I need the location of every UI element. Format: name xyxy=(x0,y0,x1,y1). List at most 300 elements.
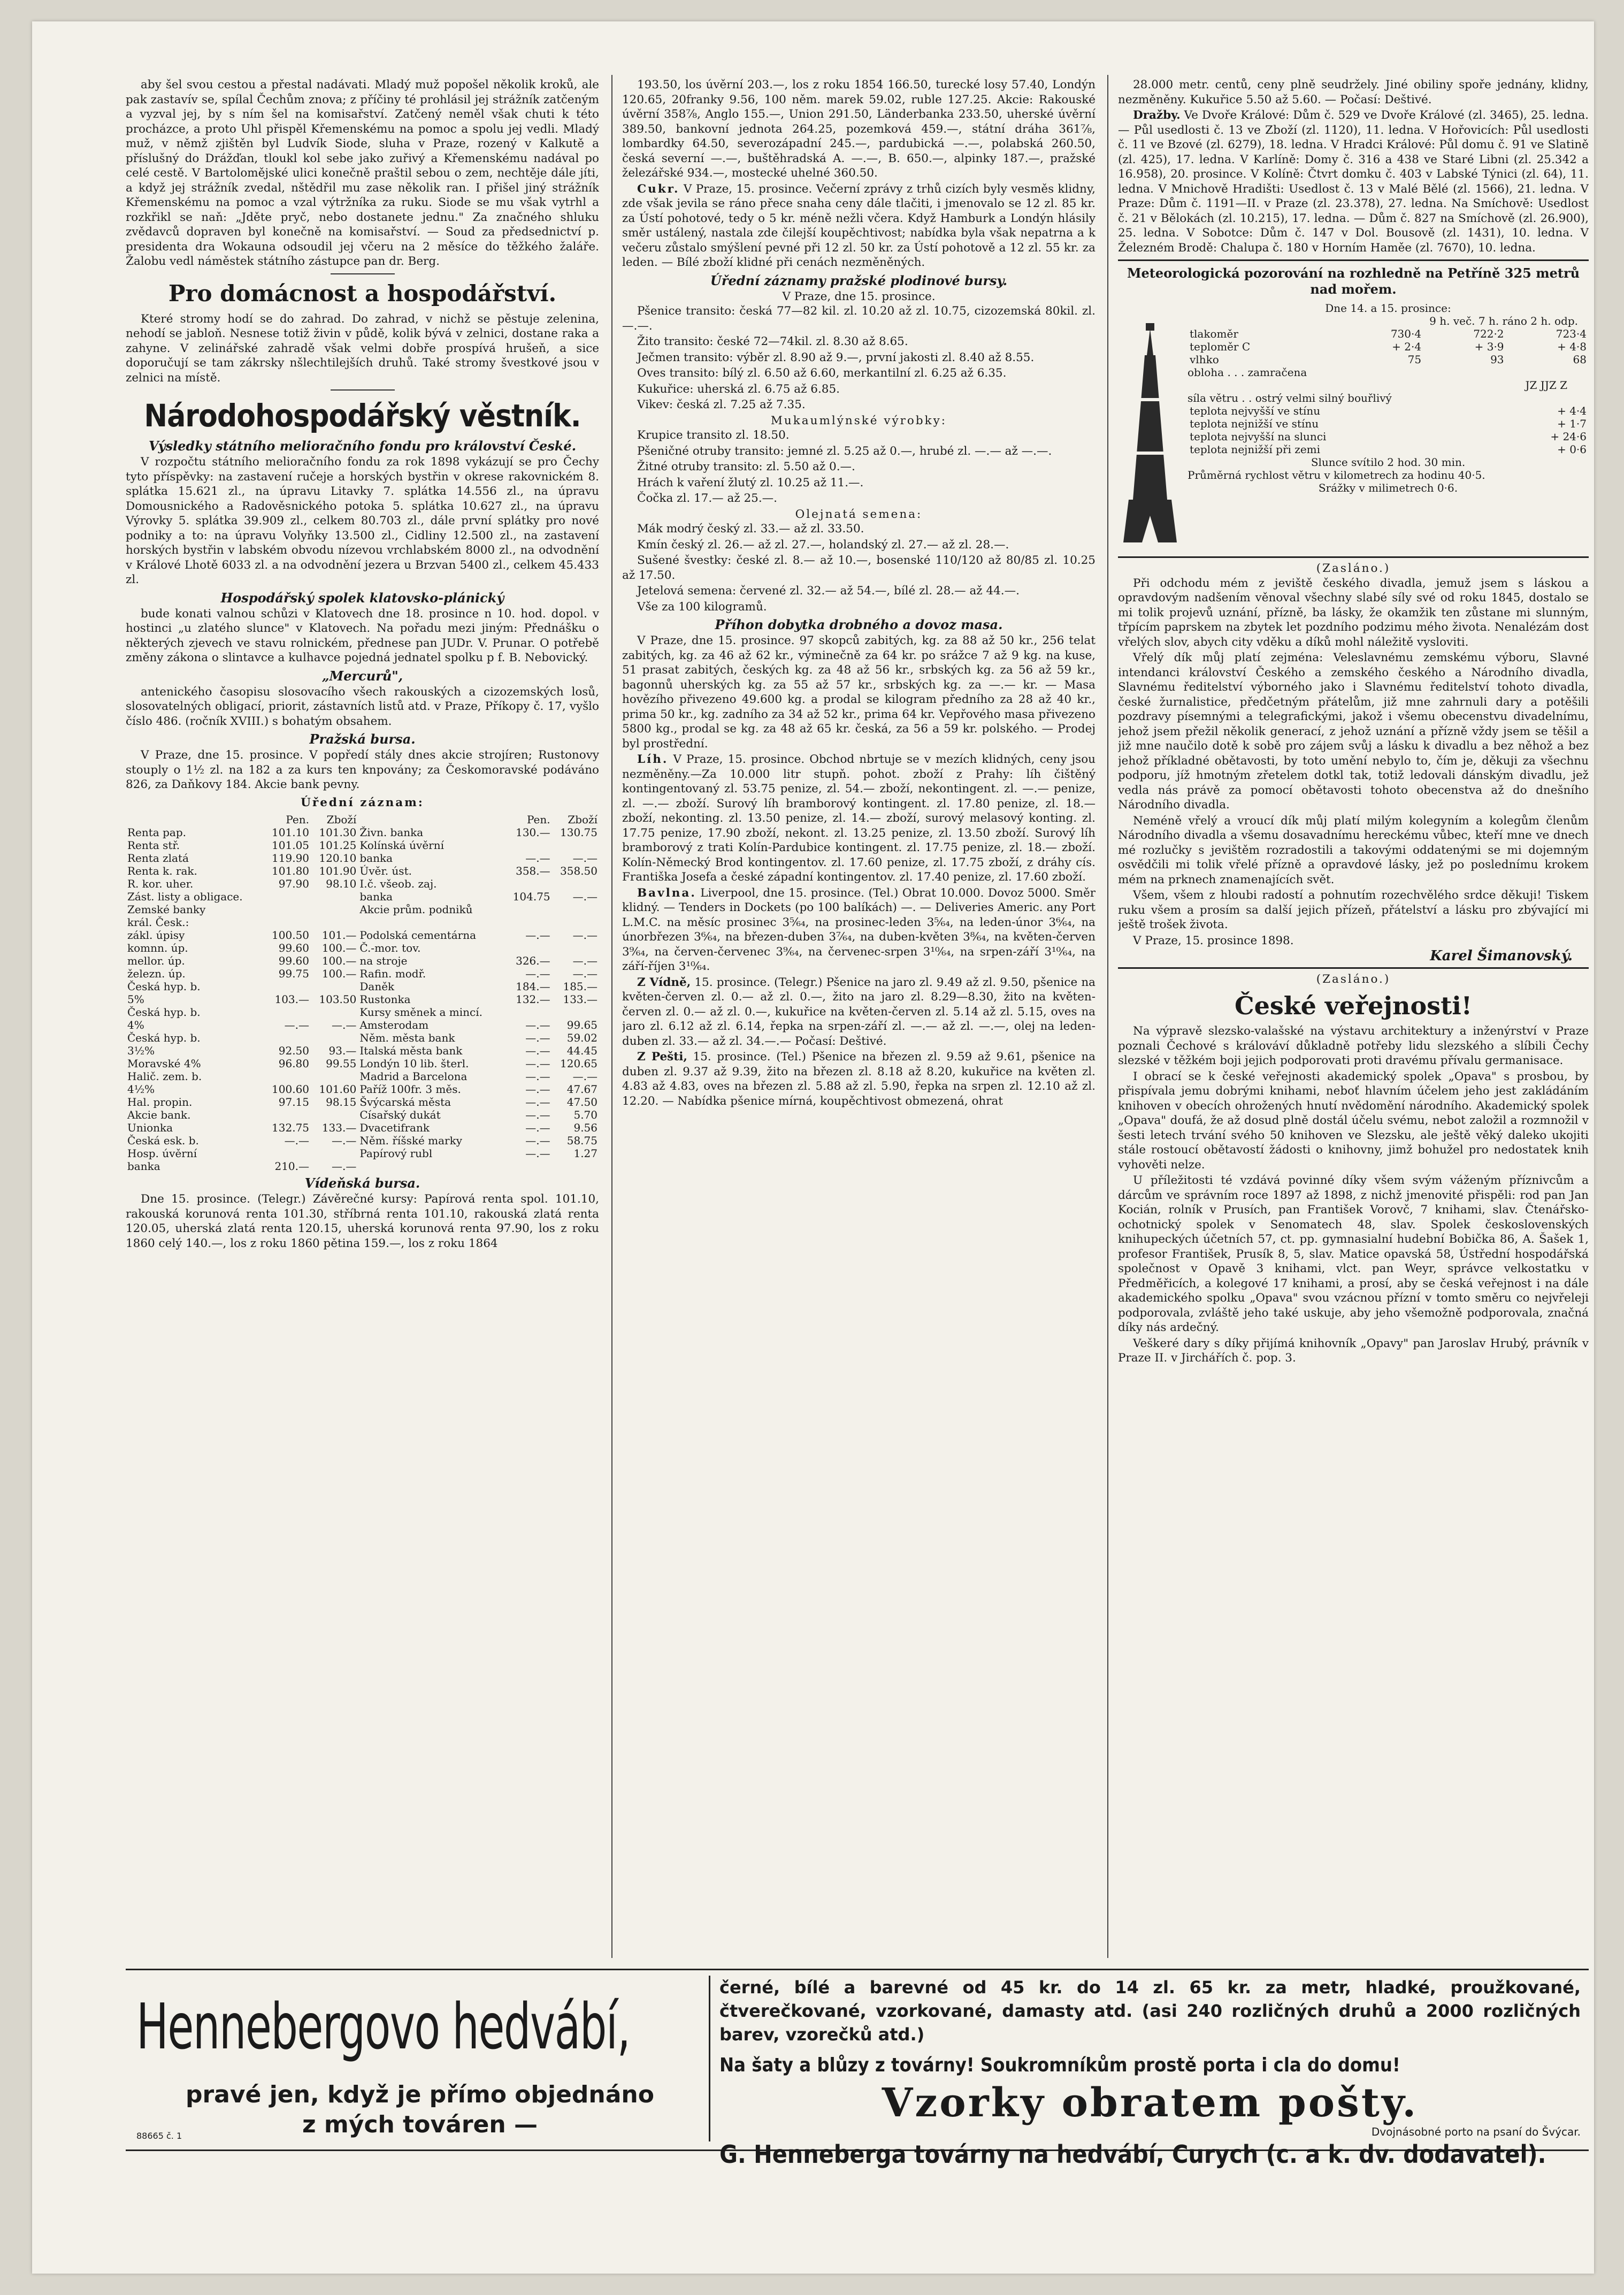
table-cell: 101.80 xyxy=(272,865,310,877)
table-cell: —.— xyxy=(572,890,597,903)
article-heading: Vídeňská bursa. xyxy=(304,1175,420,1191)
meteo-row xyxy=(1188,327,1589,340)
market-line: Žitné otruby transito: zl. 5.50 až 0.—. xyxy=(637,460,855,473)
table-cell: —.— xyxy=(525,1057,550,1070)
table-cell: Česká hyp. b. xyxy=(127,1031,201,1044)
table-cell: —.— xyxy=(572,1070,597,1083)
table-cell: 100.60 xyxy=(272,1083,310,1096)
table-cell: Švýcarská města xyxy=(359,1096,451,1108)
meteo-temp-row xyxy=(1188,430,1589,443)
market-line: Mák modrý český zl. 33.— až zl. 33.50. xyxy=(637,522,864,536)
petrin-tower-icon xyxy=(1118,323,1182,548)
table-cell: —.— xyxy=(525,1044,550,1057)
table-cell xyxy=(504,1006,551,1019)
table-cell xyxy=(311,980,358,993)
table-cell: 358.— xyxy=(516,865,550,877)
table-cell: Zemské banky xyxy=(127,903,206,916)
table-cell: —.— xyxy=(525,1121,550,1134)
table-cell: Něm. města bank xyxy=(359,1031,455,1044)
table-cell xyxy=(311,1147,358,1160)
table-cell: mellor. úp. xyxy=(127,954,185,967)
signature-place: V Praze, 15. prosince 1898. xyxy=(1133,934,1294,947)
table-cell: Zást. listy a obligace. xyxy=(127,890,243,903)
table-row xyxy=(126,1031,599,1044)
meteo-temp-row xyxy=(1188,443,1589,456)
table-cell: 93.— xyxy=(328,1044,357,1057)
table-header-row xyxy=(126,813,599,826)
table-cell: 99.60 xyxy=(278,942,310,954)
table-cell xyxy=(264,1108,311,1121)
table-cell xyxy=(311,890,358,903)
table-cell: Daněk xyxy=(359,980,395,993)
table-cell: 100.— xyxy=(321,954,357,967)
ad-postage-text: Dvojnásobné porto na psaní do Švýcar. xyxy=(1371,2125,1581,2138)
article-heading: Výsledky státního melioračního fondu pro království České. xyxy=(148,438,577,454)
table-cell xyxy=(264,1006,311,1019)
meteo-wind-strength: síla větru . . ostrý velmi silný bouřlivý xyxy=(1188,392,1392,404)
table-cell: Česká hyp. b. xyxy=(127,980,201,993)
table-cell: —.— xyxy=(525,1070,550,1083)
market-line: Sušené švestky: české zl. 8.— až 10.—, bosenské 110/120 až 80/85 zl. 10.25 až 17.50. xyxy=(622,554,1096,582)
table-row xyxy=(126,1057,599,1070)
separator xyxy=(331,389,395,391)
table-cell: —.— xyxy=(572,954,597,967)
column-divider xyxy=(1107,75,1108,1958)
ad-subtitle-line: z mých továren — xyxy=(302,2111,538,2138)
table-cell: 130.— xyxy=(516,826,550,839)
table-cell: —.— xyxy=(572,852,597,865)
meteo-wind-speed: Průměrná rychlost větru v kilometrech za hodinu 40·5. xyxy=(1188,469,1485,481)
table-cell xyxy=(358,1160,504,1173)
table-cell xyxy=(311,903,358,916)
table-row xyxy=(126,1147,599,1160)
table-cell: 103.50 xyxy=(319,993,357,1006)
table-cell: 185.— xyxy=(563,980,597,993)
zaslano-label: (Zasláno.) xyxy=(1316,972,1391,986)
meteo-cell: 68 xyxy=(1573,353,1587,366)
table-cell: —.— xyxy=(332,1160,357,1173)
table-cell: Živn. banka xyxy=(359,826,424,839)
table-cell xyxy=(311,1006,358,1019)
table-cell: Dvacetifrank xyxy=(359,1121,430,1134)
table-cell: Renta k. rak. xyxy=(127,865,197,877)
table-cell: banka xyxy=(127,1160,160,1173)
meteo-temp-row xyxy=(1188,417,1589,430)
article-heading: Dražby. xyxy=(1133,109,1181,122)
table-row xyxy=(126,916,599,929)
meteo-date: Dne 14. a 15. prosince: xyxy=(1325,302,1451,315)
table-cell: zákl. úpisy xyxy=(127,929,185,942)
separator xyxy=(331,273,395,274)
table-cell: 210.— xyxy=(274,1160,310,1173)
rates-header: Úřední záznam: xyxy=(301,795,424,809)
ad-details xyxy=(719,1976,1581,2170)
table-cell: 58.75 xyxy=(566,1134,597,1147)
subheading: Mukaumlýnské výrobky: xyxy=(770,414,947,427)
table-cell: Halič. zem. b. xyxy=(127,1070,202,1083)
article-text: V Praze, 15. prosince. Obchod nbrtuje se v mezích klidných, ceny jsou nezměněny.—Za 10.000 litr stupň. pohot. zboží z Prahy: líh čištěný kontingentovaný zl. 53.75 penize, zl. 54.— zboží, nekontingent. zl. —.— penize, zl. —.— zboží. Surový líh bramborový kontingent. zl. 17.80 penize, zl. 18.— zboží, nekonting. zl. 13.50 penize, zl. 14.— zboží, surový melasový konting. zl. 17.75 penize, 17.90 zboží, nekont. zl. 13.25 penize, zl. 13.50 zboží. Surový líh bramborový z trati Kolín-Pardubice kontingent. zl. 17.75 penize, zl. 18.— zboží. Kolín-Německý Brod kontingentov. zl. 17.60 penize, zl. 17.75 zboží, z dráhy cís. Františka Josefa a české západní kontingentov. zl. 17.40 penize, zl. 17.60 zboží. xyxy=(622,753,1096,884)
market-line: Pšeničné otruby transito: jemné zl. 5.25 až 0.—, hrubé zl. —.— až —.—. xyxy=(637,444,1052,458)
article-heading: Líh. xyxy=(637,753,669,766)
table-cell xyxy=(504,877,551,890)
table-cell: Česká hyp. b. xyxy=(127,1006,201,1019)
article-heading: Cukr. xyxy=(637,182,680,196)
meteo-cell: + 2·4 xyxy=(1392,340,1422,353)
table-header-cell: Pen. xyxy=(527,813,550,826)
table-cell: Renta zlatá xyxy=(127,852,189,865)
meteo-cell: + 24·6 xyxy=(1550,430,1587,443)
table-cell: 96.80 xyxy=(278,1057,310,1070)
meteo-cell: teplota nejnižší ve stínu xyxy=(1190,417,1319,430)
article-paragraph: Na výpravě slezsko-valašské na výstavu architektury a inženýrství v Praze poznali Čechové s králováví důkladně potřeby lidu slezského a slíbili Čechy slezské v těžkém boji jejich podporovati proti dravému přívalu germanisace. xyxy=(1118,1024,1589,1067)
article-paragraph: aby šel svou cestou a přestal nadávati. Mladý muž popošel několik kroků, ale pak zastavív se, spílal Čechům znova; z příčiny té prohlásil jej strážník zatčeným a vyzval jej, by s ním šel na komisařství. Zatčený neměl však chuti k této procházce, a proto Uhl přispěl Křemenskému na pomoc a spolu jej vedli. Mladý muž, v němž zjištěn byl Ludvík Siode, sluha v Praze, rozený v Kalkutě a příslušný do Drážďan, tloukl kol sebe jako zuřivý a Křemenskému nadával po celé cestě. V Bartolomějské ulici konečně praštil sebou o zem, nechtěje dále jíti, a když jej strážník zvedal, nštědřil mu zase několik ran. I přišel jiný strážník Křemenskému na pomoc a vzal výtržníka za ruku. Siode se mu však vytrhl a rozkřikl se naň: „Jděte pryč, nebo dostanete jednu." Za značného shluku zvědavců dopraven byl konečně na komisařství. — Soud za předsednictví p. presidenta dra Wokauna odsoudil jej včeru na 2 měsíce do těžkého žaláře. Žalobu vedl náměstek státního zástupce pan dr. Berg. xyxy=(126,78,599,268)
table-row xyxy=(126,942,599,954)
article-paragraph: bude konati valnou schůzi v Klatovech dne 18. prosince n 10. hod. dopol. v hostinci „u zlatého slunce" v Klatovech. Na pořadu mezi jiným: Přednášku o některých zjevech ve stavu rolnickém, přednese pan JUDr. V. Prunar. O potřebě změny zákona o slintavce a kulhavce pojedná jednatel spolku p f. B. Nebovický. xyxy=(126,607,599,664)
market-line: Krupice transito zl. 18.50. xyxy=(637,429,790,442)
table-cell: 100.— xyxy=(321,942,357,954)
column-1 xyxy=(126,78,599,1955)
article-heading: Příhon dobytka drobného a dovoz masa. xyxy=(715,617,1003,632)
exchange-rates-table xyxy=(126,813,599,1173)
table-cell: —.— xyxy=(525,1147,550,1160)
table-header-cell: Zboží xyxy=(326,813,357,826)
table-cell: —.— xyxy=(284,1019,310,1031)
meteo-times: 9 h. več. 7 h. ráno 2 h. odp. xyxy=(1429,315,1578,327)
table-cell: 120.10 xyxy=(319,852,357,865)
market-line: Žito transito: české 72—74kil. zl. 8.30 až 8.65. xyxy=(637,335,908,348)
table-cell: —.— xyxy=(572,929,597,942)
table-row xyxy=(126,980,599,993)
table-cell xyxy=(504,1160,551,1173)
table-row xyxy=(126,1160,599,1173)
meteo-table xyxy=(1188,302,1589,494)
table-cell: —.— xyxy=(525,1096,550,1108)
table-cell xyxy=(311,1070,358,1083)
meteo-row xyxy=(1188,340,1589,353)
table-cell: 100.50 xyxy=(272,929,310,942)
table-cell xyxy=(264,903,311,916)
table-cell: Papírový rubl xyxy=(359,1147,433,1160)
meteo-cell: 723·4 xyxy=(1556,327,1587,340)
ad-price-text: černé, bílé a barevné od 45 kr. do 14 zl. 65 kr. za metr, hladké, proužkované, čtverečkované, vzorkované, damasty atd. (asi 240 rozličných druhů a 2000 rozličných barev, vzorečků atd.) xyxy=(719,1977,1581,2045)
table-cell: Hal. propin. xyxy=(127,1096,193,1108)
meteo-cell: teplota nejvyšší na slunci xyxy=(1190,430,1327,443)
table-cell xyxy=(504,942,551,954)
article-heading: Hospodářský spolek klatovsko-plánický xyxy=(220,590,504,606)
article-paragraph: I obrací se k české veřejnosti akademický spolek „Opava" s prosbou, by přispívala jemu dobrými knihami, neboť hlavním účelem jeho jest zakládáním knihoven v obecích ohrožených hnutí nvědomění národního. Akademický spolek „Opava" doufá, že až dosud plně dostál účelu svému, nebot založil a rozmnožil v šesti letech trvání svého 50 knihoven ve Slezsku, ale ještě věký daleko ukojiti stále rostoucí obětavostí žádosti o knihovny, jimž bohužel pro nedostatek knih vyhověti nelze. xyxy=(1118,1069,1589,1172)
table-row xyxy=(126,1006,599,1019)
article-paragraph: Při odchodu mém z jeviště českého divadla, jemuž jsem s láskou a opravdovým nadšením věnoval všechny slabé síly své od roku 1845, dostalo se mi tolik projevů uznání, přízně, ba lásky, že okamžik ten zůstane mi slunným, třpícím paprskem na zbytek let pozdního podzimu mého života. Nenalézám dost vřelých slov, abych city vděku a díků mohl náležitě vysloviti. xyxy=(1118,576,1589,649)
column-3 xyxy=(1118,78,1589,1955)
meteo-cell: teplota nejvyšší ve stínu xyxy=(1190,404,1321,417)
table-cell xyxy=(552,903,599,916)
market-line: Pšenice transito: česká 77—82 kil. zl. 10.20 až zl. 10.75, cizozemská 80kil. zl. —.—. xyxy=(622,304,1096,333)
separator xyxy=(1118,967,1589,969)
article-paragraph: 28.000 metr. centů, ceny plně seudržely. Jiné obiliny spoře jednány, klidny, nezměněny. Kukuřice 5.50 až 5.60. — Počasí: Deštivé. xyxy=(1118,78,1589,106)
table-cell: Kursy směnek a mincí. xyxy=(359,1006,482,1019)
table-cell: 132.— xyxy=(516,993,550,1006)
meteo-cell: teplota nejnižší při zemi xyxy=(1190,443,1321,456)
table-cell: Hosp. úvěrní xyxy=(127,1147,197,1160)
signature-name: Karel Šimanovský. xyxy=(1430,948,1573,964)
table-cell xyxy=(311,916,358,929)
table-cell: —.— xyxy=(525,929,550,942)
table-cell: Akcie bank. xyxy=(127,1108,191,1121)
meteo-rain: Srážky v milimetrech 0·6. xyxy=(1318,481,1458,494)
table-cell: —.— xyxy=(525,967,550,980)
table-cell: 101.05 xyxy=(272,839,310,852)
separator xyxy=(1118,556,1589,558)
table-cell: 47.50 xyxy=(566,1096,597,1108)
dateline: V Praze, dne 15. prosince. xyxy=(782,289,936,303)
table-cell: 358.50 xyxy=(560,865,597,877)
meteo-cell: tlakoměr xyxy=(1190,327,1238,340)
table-cell: Podolská cementárna xyxy=(359,929,476,942)
table-row xyxy=(126,1108,599,1121)
table-cell: 1.27 xyxy=(573,1147,597,1160)
ad-delivery-text: Na šaty a blůzy z továrny! Soukromníkům prostě porta i cla do domu! xyxy=(719,2054,1400,2076)
table-cell xyxy=(311,1031,358,1044)
market-line: Oves transito: bílý zl. 6.50 až 6.60, merkantilní zl. 6.25 až 6.35. xyxy=(637,366,1007,380)
table-cell: Rafin. modř. xyxy=(359,967,426,980)
table-cell: 132.75 xyxy=(272,1121,310,1134)
meteo-sun: Slunce svítilo 2 hod. 30 min. xyxy=(1311,456,1466,469)
table-cell: Amsterodam xyxy=(359,1019,429,1031)
table-cell: Císařský dukát xyxy=(359,1108,441,1121)
ad-company-text: G. Henneberga továrny na hedvábí, Curych (c. a k. dv. dodavatel). xyxy=(719,2140,1546,2169)
table-cell: 92.50 xyxy=(278,1044,310,1057)
table-cell: banka xyxy=(359,852,393,865)
article-paragraph: Vřelý dík můj platí zejména: Veleslavnému zemskému výboru, Slavné intendanci království Českého a zemského českého a Národního divadla, Slavnému ředitelství výborného jako i Slavnému ředitelství tohoto divadla, české žurnalistice, předčetným přátelům, již mne zahrnuli dary a potěšili pozdravy písemnými a telegrafickými, jakož i všemu obecenstvu divadelnímu, jehož jsem přežil několik generací, z jehož uznání a přízně vždy jsem se těšil a již mne naučilo dotě k sobě pro zájem svůj a lásku k divadlu a bez něhož a bez jehož příkladné obětavosti, by toto umění nebylo to, čím je, děkuji za všechnu podporu, jíž hmotným zřetelem dotkl tak, totiž ledovali dánským divadlu, jež vedla nás právě za pomocí obětavosti tohoto obecenstva až do dnešního Národního divadla. xyxy=(1118,651,1589,812)
table-header-cell: Pen. xyxy=(286,813,310,826)
table-cell: 97.15 xyxy=(278,1096,310,1108)
meteo-block xyxy=(1118,302,1589,553)
article-paragraph: V rozpočtu státního melioračního fondu za rok 1898 vykázují se pro Čechy tyto příspěvky: na zastavení ručeje a horských bystřin v okrese rakovnickém 8. splátka 15.621 zl., na úpravu Litavky 7. splátka 14.556 zl., na úpravu Domousnického a Radověsnického potoka 5. splátka 10.627 zl., na úpravu Výrovky 5. splátka 39.909 zl., celkem 80.703 zl., dále první splátky pro nové podniky a to: na úpravu Volyňky 13.500 zl., Cidliny 12.500 zl., na zastavení horských bystřin v labském obvodu nízevou vrchlabském 8000 zl., na odvodnění v Králové Lhotě 6033 zl. a na odvodnění jezera u Brzvan 5400 zl., celkem 45.433 zl. xyxy=(126,455,599,586)
market-line: Jetelová semena: červené zl. 32.— až 54.—, bílé zl. 28.— až 44.—. xyxy=(637,584,1020,598)
table-cell: 133.— xyxy=(321,1121,357,1134)
table-cell: Úvěr. úst. xyxy=(359,865,412,877)
table-row xyxy=(126,839,599,852)
table-row xyxy=(126,877,599,890)
table-cell: 47.67 xyxy=(566,1083,597,1096)
table-row xyxy=(126,954,599,967)
article-paragraph: 193.50, los úvěrní 203.—, los z roku 1854 166.50, turecké losy 57.40, Londýn 120.65, 20franky 9.56, 100 něm. marek 59.02, ruble 127.25. Akcie: Rakouské úvěrní 358⅞, Anglo 155.—, Union 291.50, Länderbanka 233.50, uherské úvěrní 389.50, bankovní jednota 264.25, pozemková 459.—, státní dráha 361⅞, lombardky 64.50, severozápadní 245.—, pardubická —.—, polabská 260.50, česká severní —.—, buštěhradská A. —.—, B. 650.—, alpinky 187.—, pražské železářské 934.—, mostecké uhelné 360.50. xyxy=(622,78,1096,180)
meteo-row xyxy=(1188,353,1589,366)
table-cell: 44.45 xyxy=(566,1044,597,1057)
article-heading: Z Vídně, xyxy=(637,975,691,989)
table-cell: král. Česk.: xyxy=(127,916,189,929)
article-paragraph: Neméně vřelý a vroucí dík můj platí milým kolegyním a kolegům členům Národního divadla a všemu dosavadnímu hereckému vůbec, kteří mne ve dnech mé rozlučky s jevištěm rozradostili a takovými oddatenými se mi dojemným osvědčili mi tolik vřelé přízně a opravdové lásky, jež po poslednímu krokem mém na prknech znamenajících svět. xyxy=(1118,814,1589,886)
table-row xyxy=(126,967,599,980)
table-cell: —.— xyxy=(525,1083,550,1096)
table-header-cell xyxy=(358,813,504,826)
column-divider xyxy=(611,75,612,1958)
meteo-temp-row xyxy=(1188,404,1589,417)
table-cell xyxy=(504,839,551,852)
table-cell: 99.65 xyxy=(566,1019,597,1031)
meteo-cell: 730·4 xyxy=(1390,327,1422,340)
article-paragraph: Všem, všem z hloubi radostí a pohnutím rozechvělého srdce děkuji! Tiskem ruku všem a prosím sa další jejich přízeň, přátelství a lásku pro zbývající mi ještě trošek života. xyxy=(1118,889,1589,931)
table-cell xyxy=(552,1160,599,1173)
market-line: Vše za 100 kilogramů. xyxy=(637,600,767,614)
meteo-cell: + 3·9 xyxy=(1474,340,1504,353)
table-cell: —.— xyxy=(332,1134,357,1147)
newspaper-page xyxy=(32,21,1594,2274)
table-cell xyxy=(552,916,599,929)
table-row xyxy=(126,1044,599,1057)
table-cell: Rustonka xyxy=(359,993,411,1006)
table-cell xyxy=(264,916,311,929)
table-row xyxy=(126,1070,599,1083)
table-cell: 59.02 xyxy=(566,1031,597,1044)
table-row xyxy=(126,929,599,942)
table-cell xyxy=(552,942,599,954)
table-cell xyxy=(552,1006,599,1019)
article-text: 15. prosince. (Tel.) Pšenice na březen zl. 9.59 až 9.61, pšenice na duben zl. 9.37 až 9.39, žito na březen zl. 8.18 až 8.20, kukuřice na květen zl. 4.83 až 4.83, oves na březen zl. 5.88 až zl. 5.90, řepka na srpen zl. 12.10 až zl. 12.20. — Nabídka pšenice mírná, koupěchtivost obmezená, ohrat xyxy=(622,1050,1096,1108)
table-cell xyxy=(264,1031,311,1044)
table-cell xyxy=(552,839,599,852)
article-heading: „Mercurů", xyxy=(321,668,403,684)
table-cell: Londýn 10 lib. šterl. xyxy=(359,1057,469,1070)
meteo-cell: 722·2 xyxy=(1473,327,1504,340)
table-cell: —.— xyxy=(572,967,597,980)
table-cell: Renta pap. xyxy=(127,826,186,839)
table-cell: Unionka xyxy=(127,1121,173,1134)
table-cell: 103.— xyxy=(274,993,310,1006)
table-cell xyxy=(504,903,551,916)
table-cell: 101.10 xyxy=(272,826,310,839)
table-cell: 4½% xyxy=(127,1083,155,1096)
table-cell: —.— xyxy=(284,1134,310,1147)
ad-code: 88665 č. 1 xyxy=(136,2131,182,2141)
article-text: Liverpool, dne 15. prosince. (Tel.) Obrat 10.000. Dovoz 5000. Směr klidný. — Tenders in Dockets (po 100 balíkách) —. — Deliveries Americ. any Port L.M.C. na měsíc prosinec 3⁵⁄₆₄, na prosinec-leden 3⁵⁄₆₄, na leden-únor 3⁶⁄₆₄, na únorbřezen 3⁶⁄₆₄, na březen-duben 3⁷⁄₆₄, na duben-květen 3⁸⁄₆₄, na květen-červen 3⁹⁄₆₄, na červen-červenec 3⁹⁄₆₄, na červenec-srpen 3¹⁰⁄₆₄, na srpen-září 3¹⁰⁄₆₄, na září-říjen 3¹⁰⁄₆₄. xyxy=(622,886,1096,973)
meteo-title: Meteorologická pozorování na rozhledně na Petříně 325 metrů nad mořem. xyxy=(1127,265,1580,297)
table-cell: 100.— xyxy=(321,967,357,980)
table-cell: 97.90 xyxy=(278,877,310,890)
table-cell xyxy=(264,980,311,993)
table-cell: 3½% xyxy=(127,1044,155,1057)
table-cell xyxy=(264,1070,311,1083)
table-cell: 133.— xyxy=(563,993,597,1006)
table-cell: Renta stř. xyxy=(127,839,180,852)
table-cell: I.č. všeob. zaj. xyxy=(359,877,437,890)
table-row xyxy=(126,865,599,877)
meteo-cell: vlhko xyxy=(1190,353,1219,366)
meteo-cell: 75 xyxy=(1407,353,1422,366)
ad-divider xyxy=(709,1976,710,2141)
table-cell: Česká esk. b. xyxy=(127,1134,199,1147)
table-cell: 130.75 xyxy=(560,826,597,839)
section-title-household: Pro domácnost a hospodářství. xyxy=(168,280,557,307)
table-cell: 5% xyxy=(127,993,144,1006)
article-text: 15. prosince. (Telegr.) Pšenice na jaro zl. 9.49 až zl. 9.50, pšenice na květen-červen zl. 0.— až zl. 0.—, žito na jaro zl. 8.29—8.30, žito na květen-červen zl. 0.— až zl. 0.—, kukuřice na květen-červen zl. 5.14 až zl. 5.15, oves na jaro zl. 6.12 až zl. 6.14, řepka na srpen-září zl. —.— až zl. —.—, olej na leden-duben zl. 33.— až zl. 34.—.— Počasí: Deštivé. xyxy=(622,975,1096,1048)
separator xyxy=(1118,259,1589,261)
table-row xyxy=(126,903,599,916)
ad-samples-text: Vzorky obratem pošty. xyxy=(882,2080,1419,2126)
ad-subtitle xyxy=(179,2080,661,2140)
ad-subtitle-line: pravé jen, když je přímo objednáno xyxy=(185,2081,654,2108)
table-cell: 99.55 xyxy=(326,1057,357,1070)
article-heading: Z Pešti, xyxy=(637,1050,687,1064)
table-cell: 326.— xyxy=(516,954,550,967)
table-cell: Moravské 4% xyxy=(127,1057,201,1070)
table-cell: Č.-mor. tov. xyxy=(359,942,421,954)
table-cell: Akcie prům. podniků xyxy=(359,903,473,916)
table-cell: Paříž 100fr. 3 měs. xyxy=(359,1083,461,1096)
article-paragraph: Které stromy hodí se do zahrad. Do zahrad, v nichž se pěstuje zelenina, nehodí se jabloň. Nesnese totiž živin v půdě, kolik bývá v zelnici, dostane raka a zahyne. V zelinářské zahradě však velmi dobře prospívá hrušeň, a sice doporučují se tam zákrsky nšlechtilejších druhů. Také stromy švestkové jsou v zelnici na místě. xyxy=(126,312,599,385)
table-cell: 101.60 xyxy=(319,1083,357,1096)
table-cell xyxy=(552,877,599,890)
table-cell: 184.— xyxy=(516,980,550,993)
table-cell: 119.90 xyxy=(272,852,310,865)
table-cell: Italská města bank xyxy=(359,1044,463,1057)
section-title-public: České veřejnosti! xyxy=(1234,991,1472,1020)
meteo-cell: + 4·8 xyxy=(1557,340,1587,353)
table-cell: 98.10 xyxy=(326,877,357,890)
table-cell: 101.90 xyxy=(319,865,357,877)
table-cell: Madrid a Barcelona xyxy=(359,1070,468,1083)
table-row xyxy=(126,826,599,839)
table-cell xyxy=(264,1147,311,1160)
table-cell: 101.25 xyxy=(319,839,357,852)
table-row xyxy=(126,1083,599,1096)
table-cell: banka xyxy=(359,890,393,903)
table-cell: Něm. říšské marky xyxy=(359,1134,463,1147)
market-line: Vikev: česká zl. 7.25 až 7.35. xyxy=(637,398,806,411)
table-row xyxy=(126,852,599,865)
article-heading: Úřední záznamy pražské plodinové bursy. xyxy=(710,272,1008,288)
ad-title: Hennebergovo hedvábí, xyxy=(136,1990,630,2063)
table-cell: 101.— xyxy=(321,929,357,942)
table-row xyxy=(126,1019,599,1031)
table-header-cell xyxy=(126,813,264,826)
meteo-sky: obloha . . . zamračena xyxy=(1188,366,1307,379)
article-paragraph: U příležitosti té vzdává povinné díky všem svým váženým příznivcům a dárcům ve správním roce 1897 až 1898, z nichž jmenovité přispěli: rod pan Jan Kocián, rolník v Prusích, pan František Vorovč, 7 knihami, slav. Čtenářsko-ochotnický spolek v Senomatech 48, slav. Spolek československých knihupeckých účetních 57, ct. pp. gymnasialní hudební Bobička 86, A. Šašek 1, profesor František, Prusík 8, 5, slav. Matice opavská 58, Ústřední hospodářská společnost v Opavě 3 knihami, vlct. pan Weyr, správce velkostatku v Předměřicích, a kolegové 17 knihami, a prosí, aby se česká veřejnost i na dále akademického spolku „Opava" svou vzácnou přízní v tomto směru co nejvřeleji podporovala, zvláště jeho také uskuje, aby jeho všemožně podporovala, značná díky nás ardečný. xyxy=(1118,1174,1589,1334)
table-cell: železn. úp. xyxy=(127,967,186,980)
article-heading: Bavlna. xyxy=(637,886,696,900)
meteo-cell: teploměr C xyxy=(1190,340,1251,353)
table-cell: Kolínská úvěrní xyxy=(359,839,444,852)
table-cell xyxy=(504,916,551,929)
market-line: Hrách k vaření žlutý zl. 10.25 až 11.—. xyxy=(637,476,864,489)
article-paragraph: V Praze, dne 15. prosince. V popředí stály dnes akcie strojíren; Rustonovy stouply o 1½ zl. na 182 a za kurs ten knpovány; za Českomoravské podáváno 826, za Daňkovy 184. Akcie bank pevny. xyxy=(126,748,599,791)
table-cell: —.— xyxy=(525,1108,550,1121)
column-2 xyxy=(622,78,1096,1955)
table-cell: 120.65 xyxy=(560,1057,597,1070)
article-paragraph: Veškeré dary s díky přijímá knihovník „Opavy" pan Jaroslav Hrubý, právník v Praze II. v Jirchářích č. pop. 3. xyxy=(1118,1336,1589,1365)
market-line: Ječmen transito: výběr zl. 8.90 až 9.—, první jakosti zl. 8.40 až 8.55. xyxy=(637,350,1035,364)
table-row xyxy=(126,1096,599,1108)
table-cell: 5.70 xyxy=(573,1108,597,1121)
meteo-cell: 93 xyxy=(1490,353,1504,366)
article-paragraph: V Praze, dne 15. prosince. 97 skopců zabitých, kg. za 88 až 50 kr., 256 telat zabitých, kg. za 46 až 62 kr., výminečně za 64 kr. po srážce 7 až 9 kg. na kuse, 51 prasat zabitých, českých kg. za 48 až 56 kr., srbských kg. za 56 až 59 kr., bagonnů uherských kg. za 55 až 57 kr., srbských kg. za —.— kr. — Masa hovězího přivezeno 49.600 kg. a prodal se kilogram předního za 28 až 40 kr., prima 50 kr., kg. zadního za 34 až 52 kr., prima 64 kr. Vepřového masa přivezeno 5800 kg., prodal se kg. za 48 až 65 kr. česká, za 56 a 59 kr. polského. — Prodej byl prostřední. xyxy=(622,634,1096,751)
table-cell xyxy=(358,916,504,929)
meteo-cell: + 4·4 xyxy=(1557,404,1587,417)
henneberg-advertisement xyxy=(126,1969,1589,2169)
table-header-cell: Zboží xyxy=(568,813,597,826)
table-row xyxy=(126,1121,599,1134)
table-cell: —.— xyxy=(525,852,550,865)
table-cell: —.— xyxy=(525,1134,550,1147)
section-title-economic: Národohospodářský věstník. xyxy=(144,397,581,434)
table-row xyxy=(126,993,599,1006)
article-text: Ve Dvoře Králové: Dům č. 529 ve Dvoře Králové (zl. 3465), 25. ledna. — Půl usedlosti č. 13 ve Zboží (zl. 1120), 11. ledna. V Hořovicích: Půl usedlosti č. 11 ve Bzové (zl. 6279), 18. ledna. V Hradci Králové: Půl domu č. 91 ve Slatině (zl. 425), 17. ledna. V Karlíně: Domy č. 316 a 438 ve Staré Libni (zl. 25.342 a 16.958), 20. prosince. V Kolíně: Čtvrt domku č. 403 v Labské Týnici (zl. 64), 11. ledna. V Mnichově Hradišti: Usedlost č. 13 v Malé Bělé (zl. 1566), 21. ledna. V Praze: Dům č. 1191—II. v Praze (zl. 23.378), 27. ledna. Na Smíchově: Usedlost č. 21 v Bělokách (zl. 10.215), 17. ledna. — Dům č. 827 na Smíchově (zl. 26.900), 25. ledna. V Sobotce: Dům č. 147 v Dol. Bousově (zl. 1431), 10. ledna. V Železném Brodě: Chalupa č. 180 v Horním Haměe (zl. 7670), 10. ledna. xyxy=(1118,109,1589,255)
table-cell: 99.60 xyxy=(278,954,310,967)
table-cell: na stroje xyxy=(359,954,408,967)
meteo-cell: + 0·6 xyxy=(1557,443,1587,456)
table-cell: 99.75 xyxy=(278,967,310,980)
table-cell: komnn. úp. xyxy=(127,942,188,954)
